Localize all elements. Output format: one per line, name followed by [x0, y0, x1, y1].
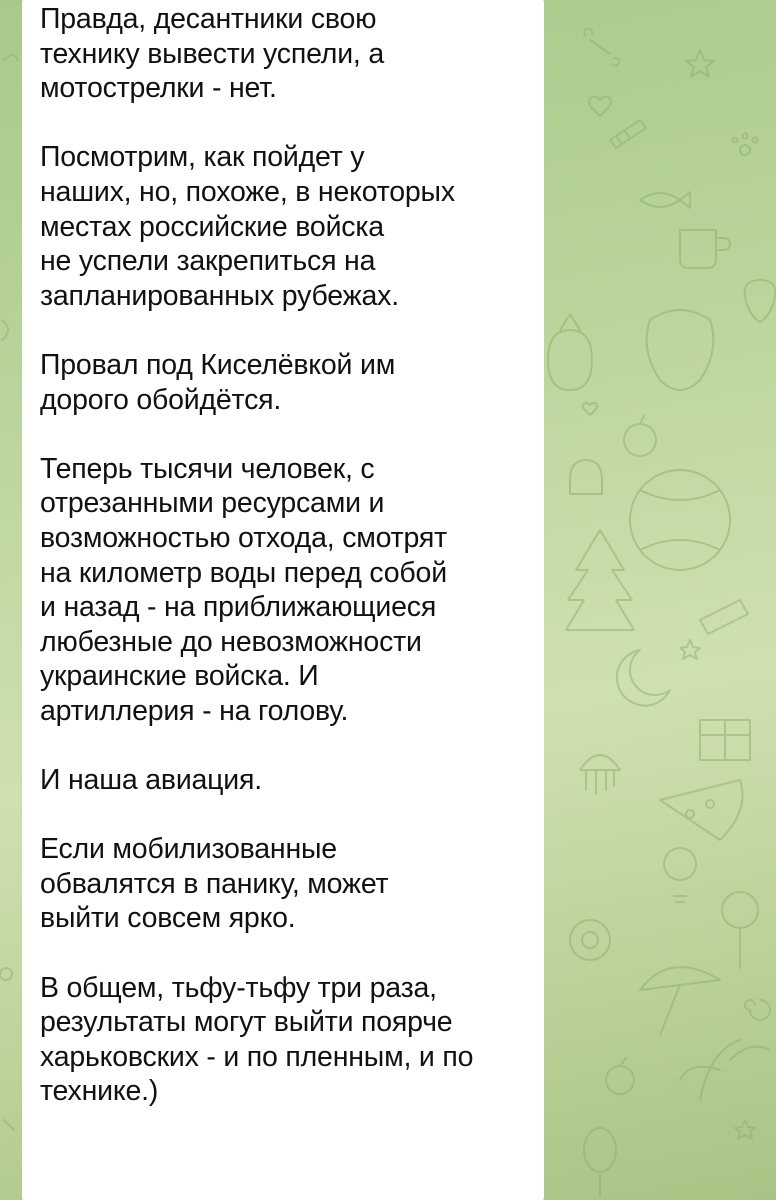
message-paragraph: Посмотрим, как пойдет у наших, но, похоже, в некоторых местах российские войска не успели закрепиться на запланированных рубежах. — [40, 141, 455, 312]
message-paragraph: В общем, тьфу-тьфу три раза, результаты могут выйти поярче харьковских - и по пленным, и по технике.) — [40, 971, 474, 1108]
message-bubble[interactable] — [22, 0, 544, 1200]
message-paragraph: И наша авиация. — [40, 764, 262, 797]
message-paragraph: Если мобилизованные обвалятся в панику, может выйти совсем ярко. — [40, 833, 389, 935]
message-paragraph: Провал под Киселёвкой им дорого обойдётся. — [40, 348, 396, 416]
message-paragraph: Правда, десантники свою технику вывести успели, а мотострелки - нет. — [40, 3, 385, 105]
message-paragraph: Теперь тысячи человек, с отрезанными ресурсами и возможностью отхода, смотрят на километр воды перед собой и назад - на приближающиеся любезные до невозможности украинские войска. И артиллерия - на голову. — [40, 452, 447, 727]
